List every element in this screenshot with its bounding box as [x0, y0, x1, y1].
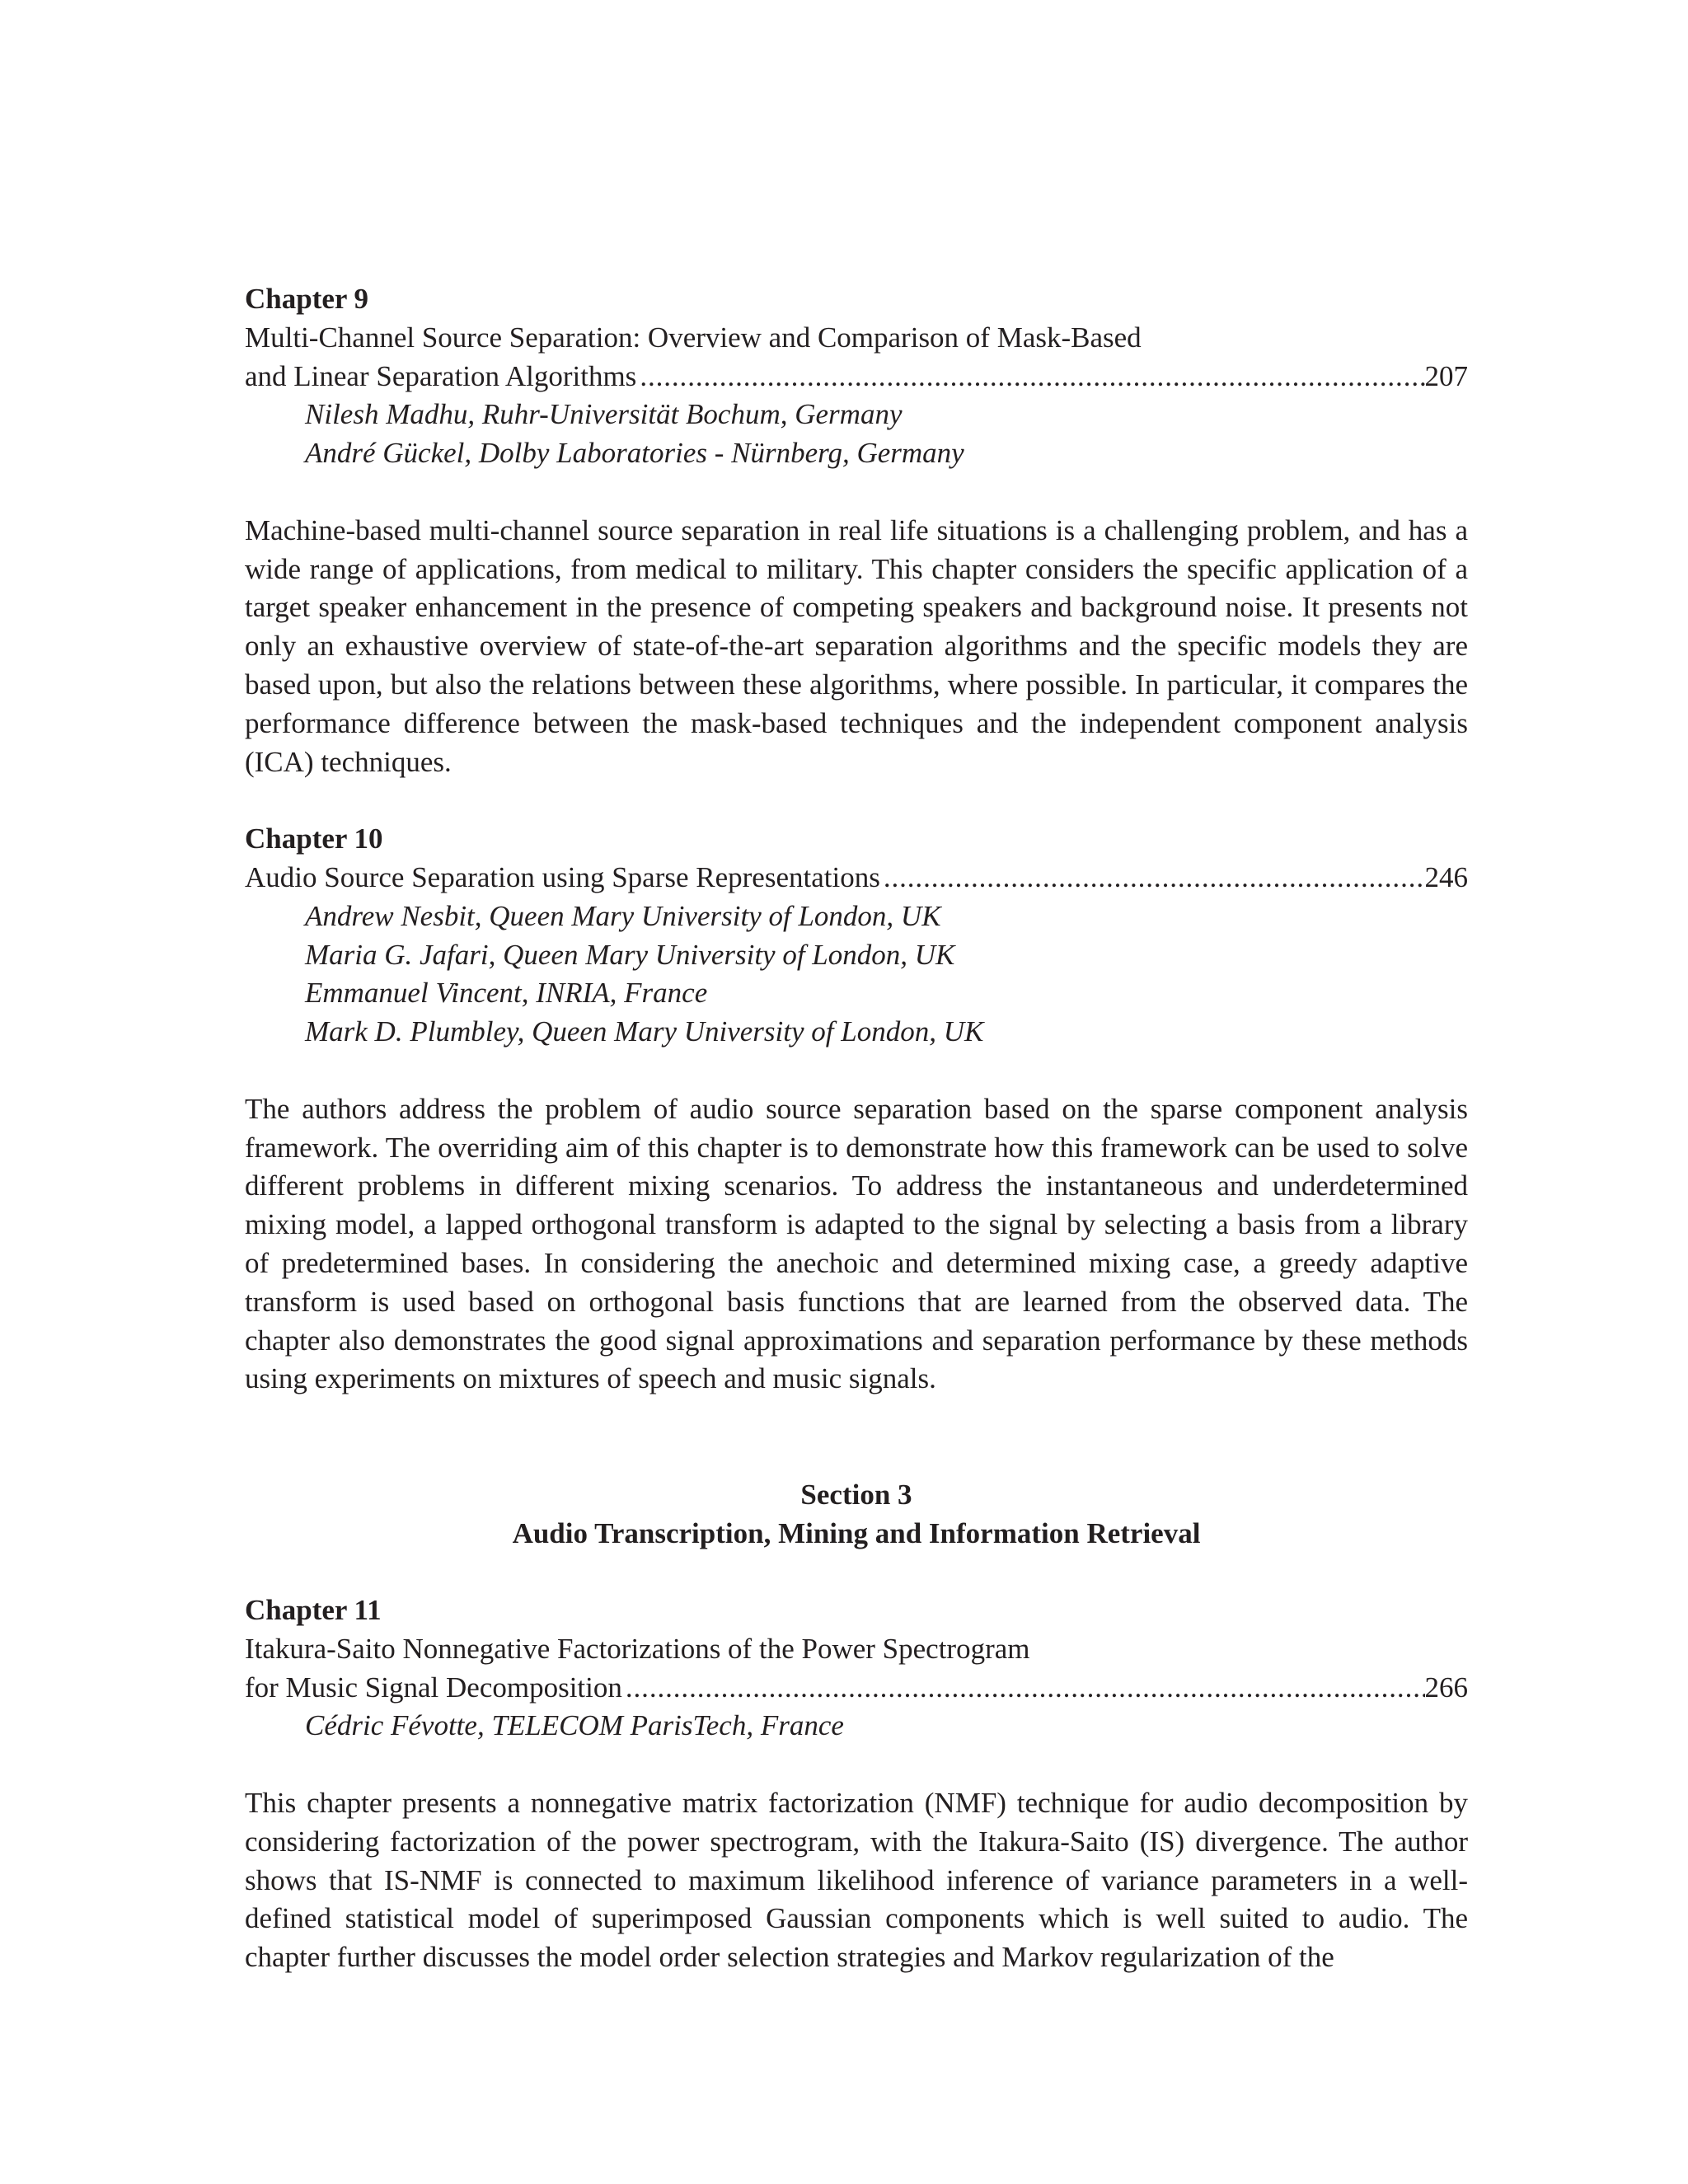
table-of-contents [245, 280, 1468, 1977]
chapter-heading: Chapter 10 [245, 823, 383, 855]
dot-leader [880, 859, 1425, 898]
page-number: 266 [1424, 1671, 1468, 1704]
author-line: Maria G. Jafari, Queen Mary University of London, UK [305, 938, 955, 971]
chapter-heading: Chapter 11 [245, 1594, 382, 1627]
chapter-abstract: The authors address the problem of audio source separation based on the sparse component analysis framework. The overriding aim of this chapter is to demonstrate how this framework can be used to solve different problems in different mixing scenarios. To address the instantaneous and underdetermined mixing model, a lapped orthogonal transform is adapted to the signal by selecting a basis from a library of predetermined bases. In considering the anechoic and determined mixing case, a greedy adaptive transform is used based on orthogonal basis functions that are learned from the observed data. The chapter also demonstrates the good signal approximations and separation performance by these methods using experiments on mixtures of speech and music signals. [245, 1092, 1468, 1395]
chapter-title-line: Audio Source Separation using Sparse Representations [245, 860, 880, 893]
author-line: Mark D. Plumbley, Queen Mary University of London, UK [305, 1015, 984, 1048]
spacer [245, 781, 1468, 820]
page-number: 246 [1424, 860, 1468, 893]
toc-line[interactable] [245, 358, 1468, 396]
author-line: Andrew Nesbit, Queen Mary University of London, UK [305, 899, 941, 932]
spacer [245, 1553, 1468, 1591]
chapter-title-line: Multi-Channel Source Separation: Overview and Comparison of Mask-Based [245, 321, 1142, 354]
section-label: Section 3 [800, 1478, 912, 1511]
dot-leader [622, 1669, 1425, 1708]
toc-line[interactable] [245, 1669, 1468, 1708]
author-line: André Gückel, Dolby Laboratories - Nürnberg, Germany [305, 437, 964, 470]
chapter-9-entry [245, 280, 1468, 781]
chapter-heading: Chapter 9 [245, 283, 369, 315]
chapter-abstract: Machine-based multi-channel source separation in real life situations is a challenging problem, and has a wide range of applications, from medical to military. This chapter considers the specific application of a target speaker enhancement in the presence of competing speakers and background noise. It presents not only an exhaustive overview of state-of-the-art separation algorithms and the specific models they are based upon, but also the relations between these algorithms, where possible. In particular, it compares the performance difference between the mask-based techniques and the independent component analysis (ICA) techniques. [245, 513, 1468, 778]
chapter-title-line: Itakura-Saito Nonnegative Factorizations of the Power Spectrogram [245, 1632, 1030, 1665]
dot-leader [636, 358, 1424, 396]
chapter-abstract: This chapter presents a nonnegative matrix factorization (NMF) technique for audio decomposition by considering factorization of the power spectrogram, with the Itakura-Saito (IS) divergence. The author shows that IS-NMF is connected to maximum likelihood inference of variance parameters in a well-defined statistical model of superimposed Gaussian components which is well suited to audio. The chapter further discusses the model order selection strategies and Markov regularization of the [245, 1787, 1468, 1974]
page-number: 207 [1424, 359, 1468, 392]
chapter-title-line: and Linear Separation Algorithms [245, 359, 637, 392]
chapter-10-entry [245, 820, 1468, 1399]
chapter-title-line: for Music Signal Decomposition [245, 1671, 622, 1704]
author-line: Cédric Févotte, TELECOM ParisTech, France [305, 1709, 844, 1742]
spacer [245, 1399, 1468, 1476]
toc-line[interactable] [245, 859, 1468, 898]
author-line: Nilesh Madhu, Ruhr-Universität Bochum, Germany [305, 398, 903, 431]
section-title: Audio Transcription, Mining and Information Retrieval [512, 1516, 1201, 1549]
chapter-11-entry [245, 1591, 1468, 1977]
author-line: Emmanuel Vincent, INRIA, France [305, 977, 708, 1010]
